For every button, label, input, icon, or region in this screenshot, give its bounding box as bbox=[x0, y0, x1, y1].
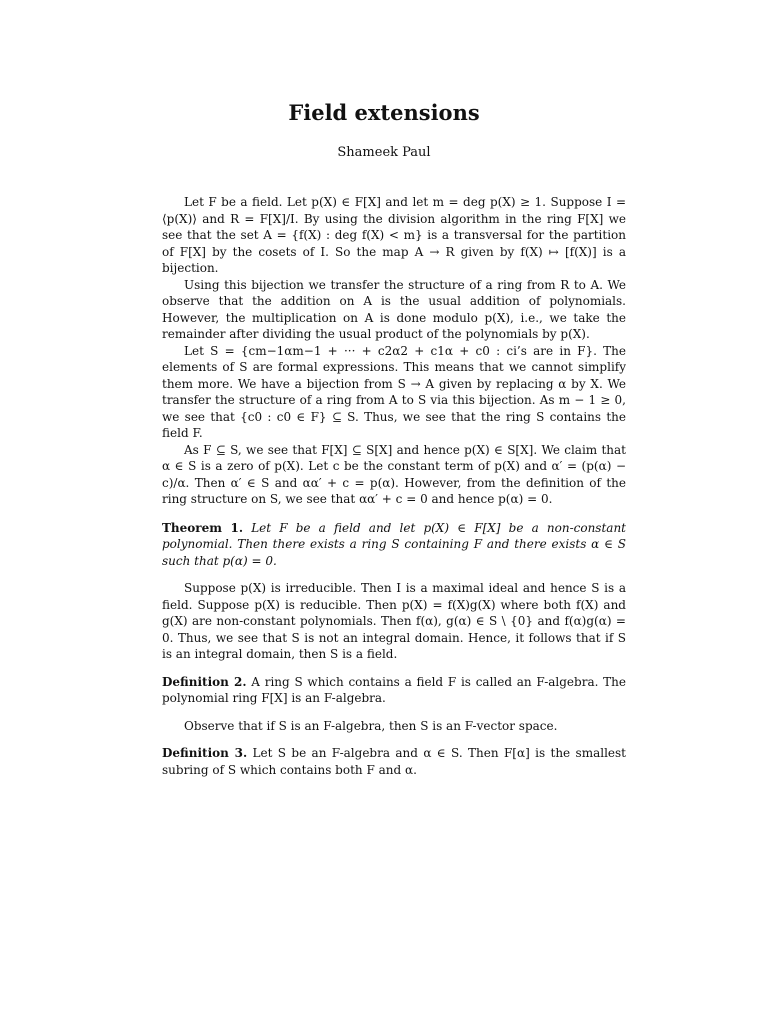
theorem-1-label: Theorem 1. bbox=[162, 520, 244, 535]
theorem-1-text: Let F be a field and let p(X) ∈ F[X] be a non-constant polynomial. Then there exists a ring S containing F and there exists α ∈ S such that p(α) = 0. bbox=[162, 520, 626, 568]
proof-paragraph: Suppose p(X) is irreducible. Then I is a maximal ideal and hence S is a field. Suppose p(X) is reducible. Then p(X) = f(X)g(X) where both f(X) and g(X) are non-constant polynomials. Then f(α), g(α) ∈ S \ {0} and f(α)g(α) = 0. Thus, we see that S is not an integral domain. Hence, it follows that if S is an integral domain, then S is a field. bbox=[162, 581, 626, 661]
definition-3 bbox=[162, 745, 626, 778]
paragraph-1: Let F be a field. Let p(X) ∈ F[X] and let m = deg p(X) ≥ 1. Suppose I = ⟨p(X)⟩ and R = F[X]/I. By using the division algorithm in the ring F[X] we see that the set A = {f(X) : deg f(X) < m} is a transversal for the partition of F[X] by the cosets of I. So the map A → R given by f(X) ↦ [f(X)] is a bijection. bbox=[162, 195, 626, 275]
definition-2 bbox=[162, 674, 626, 707]
definition-3-text: Let S be an F-algebra and α ∈ S. Then F[α] is the smallest subring of S which contains both F and α. bbox=[162, 746, 626, 777]
definition-2-label: Definition 2. bbox=[162, 674, 247, 689]
paragraph-4: As F ⊆ S, we see that F[X] ⊆ S[X] and hence p(X) ∈ S[X]. We claim that α ∈ S is a zero of p(X). Let c be the constant term of p(X) and α′ = (p(α) − c)/α. Then α′ ∈ S and αα′ + c = p(α). However, from the definition of the ring structure on S, we see that αα′ + c = 0 and hence p(α) = 0. bbox=[162, 442, 626, 506]
paragraph-2: Using this bijection we transfer the structure of a ring from R to A. We observe that the addition on A is the usual addition of polynomials. However, the multiplication on A is done modulo p(X), i.e., we take the remainder after dividing the usual product of the polynomials by p(X). bbox=[162, 277, 626, 341]
author: Shameek Paul bbox=[337, 145, 431, 160]
body-text bbox=[162, 194, 626, 778]
theorem-1 bbox=[162, 520, 626, 570]
observe-paragraph: Observe that if S is an F-algebra, then S is an F-vector space. bbox=[184, 718, 558, 733]
definition-2-text: A ring S which contains a field F is called an F-algebra. The polynomial ring F[X] is an F-algebra. bbox=[162, 674, 626, 705]
definition-3-label: Definition 3. bbox=[162, 746, 248, 760]
paragraph-3: Let S = {cm−1αm−1 + ··· + c2α2 + c1α + c0 : ci’s are in F}. The elements of S are formal expressions. This means that we cannot simplify them more. We have a bijection from S → A given by replacing α by X. We transfer the structure of a ring from A to S via this bijection. As m − 1 ≥ 0, we see that {c0 : c0 ∈ F} ⊆ S. Thus, we see that the ring S contains the field F. bbox=[162, 343, 626, 440]
page-title: Field extensions bbox=[288, 100, 480, 125]
